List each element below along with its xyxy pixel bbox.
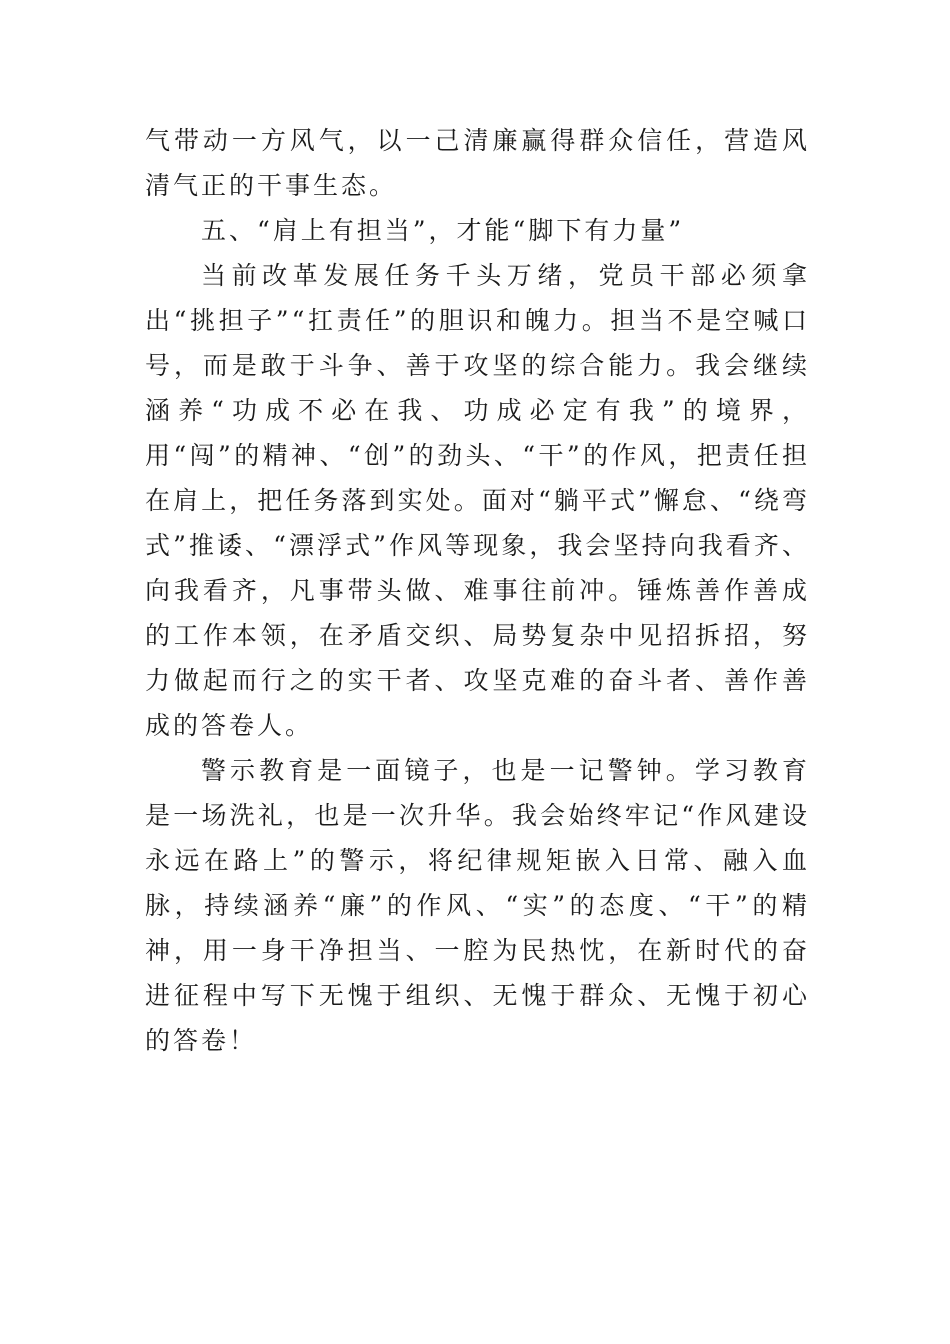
document-body: [145, 118, 810, 1063]
paragraph-continued: 气带动一方风气，以一己清廉赢得群众信任，营造风清气正的干事生态。: [145, 126, 810, 200]
paragraph-responsibility: 当前改革发展任务千头万绪，党员干部必须拿出“挑担子”“扛责任”的胆识和魄力。担当不是空喊口号，而是敢于斗争、善于攻坚的综合能力。我会继续涵养“功成不必在我、功成必定有我”的境界，用“闯”的精神、“创”的劲头、“干”的作风，把责任担在肩上，把任务落到实处。面对“躺平式”懈怠、“绕弯式”推诿、“漂浮式”作风等现象，我会坚持向我看齐、向我看齐，凡事带头做、难事往前冲。锤炼善作善成的工作本领，在矛盾交织、局势复杂中见招拆招，努力做起而行之的实干者、攻坚克难的奋斗者、善作善成的答卷人。: [145, 261, 810, 740]
paragraph-conclusion: 警示教育是一面镜子，也是一记警钟。学习教育是一场洗礼，也是一次升华。我会始终牢记“作风建设永远在路上”的警示，将纪律规矩嵌入日常、融入血脉，持续涵养“廉”的作风、“实”的态度、“干”的精神，用一身干净担当、一腔为民热忱，在新时代的奋进征程中写下无愧于组织、无愧于群众、无愧于初心的答卷！: [145, 756, 810, 1055]
section-heading-5: 五、“肩上有担当”，才能“脚下有力量”: [201, 216, 685, 245]
